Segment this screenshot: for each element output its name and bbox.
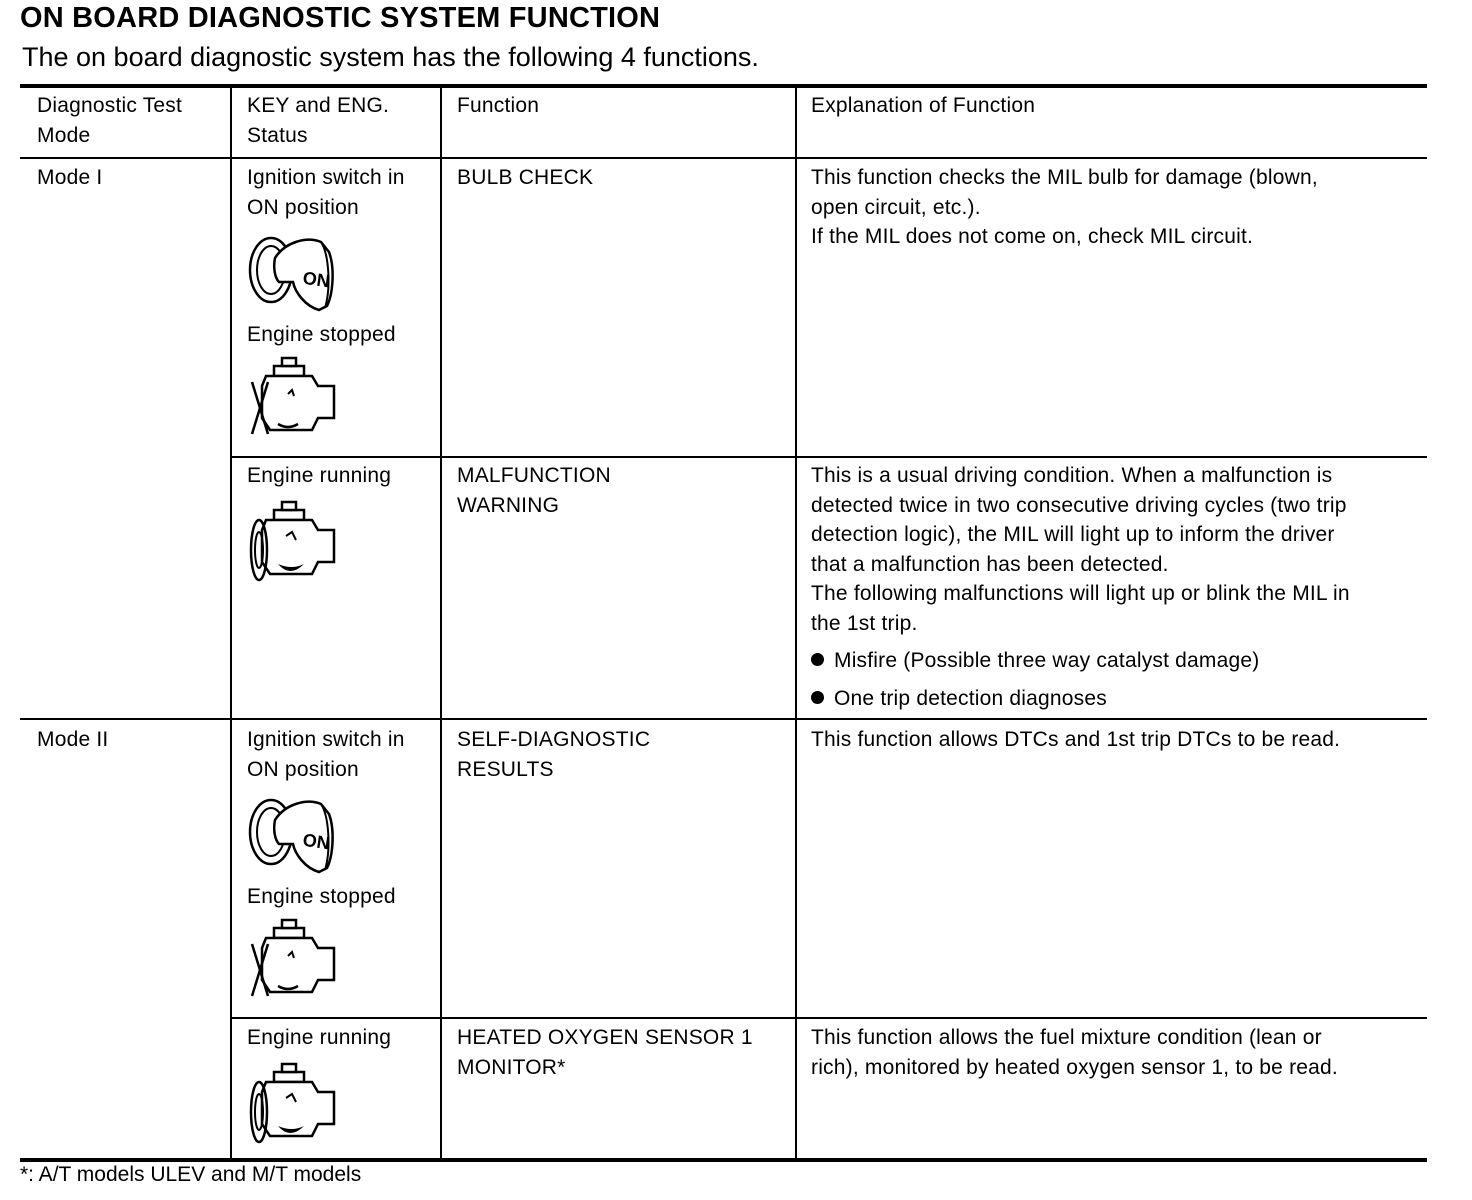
explanation-line: This function allows DTCs and 1st trip DTCs to be read.	[811, 728, 1341, 751]
status-line: Ignition switch in	[247, 728, 405, 751]
explanation-cell	[811, 1023, 1338, 1082]
explanation-cell	[811, 725, 1340, 755]
explanation-line: open circuit, etc.).	[811, 195, 981, 219]
ignition-key-on-icon	[245, 790, 337, 876]
function-line: HEATED OXYGEN SENSOR 1	[457, 1026, 753, 1049]
function-line: MONITOR*	[457, 1055, 566, 1079]
explanation-cell	[811, 163, 1318, 252]
status-line: Engine running	[247, 1026, 392, 1049]
explanation-line: This function allows the fuel mixture condition (lean or	[811, 1026, 1322, 1049]
header-explanation-label: Explanation of Function	[811, 94, 1036, 117]
status-cell	[247, 882, 396, 912]
header-mode-line: Mode	[37, 123, 91, 147]
function-line: SELF-DIAGNOSTIC	[457, 728, 651, 751]
function-line: WARNING	[457, 493, 560, 517]
bullet-text: Misfire (Possible three way catalyst damage)	[834, 649, 1260, 672]
status-line: ON position	[247, 195, 359, 219]
ignition-key-on-icon	[245, 228, 337, 314]
bullet-item	[811, 646, 1350, 676]
header-status-line: KEY and ENG.	[247, 94, 390, 117]
function-cell	[457, 1023, 753, 1082]
status-line: Ignition switch in	[247, 166, 405, 189]
explanation-cell	[811, 461, 1350, 713]
explanation-line: detection logic), the MIL will light up to inform the driver	[811, 523, 1335, 546]
status-cell	[247, 320, 396, 350]
status-line: Engine stopped	[247, 885, 396, 908]
column-divider	[795, 88, 797, 1158]
explanation-line: that a malfunction has been detected.	[811, 552, 1169, 576]
column-divider	[440, 88, 442, 1158]
header-status-line: Status	[247, 123, 308, 147]
status-line: Engine stopped	[247, 323, 396, 346]
column-divider	[230, 88, 232, 1158]
explanation-line: This function checks the MIL bulb for damage (blown,	[811, 166, 1318, 189]
mode-cell	[37, 725, 108, 755]
function-cell	[457, 725, 650, 784]
function-line: RESULTS	[457, 757, 554, 781]
page-title: ON BOARD DIAGNOSTIC SYSTEM FUNCTION	[20, 2, 661, 34]
function-line: BULB CHECK	[457, 166, 594, 189]
row-divider	[231, 1017, 1427, 1019]
status-cell	[247, 725, 405, 784]
function-cell	[457, 461, 611, 520]
mode-cell	[37, 163, 102, 193]
status-line: Engine running	[247, 464, 392, 487]
engine-stopped-icon	[248, 918, 340, 1004]
engine-running-icon	[248, 500, 340, 586]
bullet-text: One trip detection diagnoses	[834, 686, 1107, 710]
explanation-line: If the MIL does not come on, check MIL circuit.	[811, 225, 1254, 248]
status-cell	[247, 461, 391, 491]
explanation-line: rich), monitored by heated oxygen sensor 1, to be read.	[811, 1055, 1338, 1079]
footnote: *: A/T models ULEV and M/T models	[20, 1163, 362, 1186]
page-subtitle: The on board diagnostic system has the following 4 functions.	[22, 42, 759, 72]
header-function-label: Function	[457, 94, 540, 117]
header-mode-line: Diagnostic Test	[37, 94, 183, 117]
engine-running-icon	[248, 1062, 340, 1148]
mode-label: Mode II	[37, 728, 109, 751]
mode-label: Mode I	[37, 166, 103, 189]
row-divider	[231, 456, 1427, 458]
bullet-item	[811, 684, 1350, 714]
explanation-line: This is a usual driving condition. When a malfunction is	[811, 464, 1333, 487]
explanation-line: the 1st trip.	[811, 611, 918, 635]
function-line: MALFUNCTION	[457, 464, 611, 487]
bullet-icon	[811, 691, 824, 704]
status-cell	[247, 1023, 391, 1053]
explanation-line: The following malfunctions will light up or blink the MIL in	[811, 582, 1350, 605]
header-explanation	[811, 91, 1035, 121]
function-cell	[457, 163, 593, 193]
status-cell	[247, 163, 405, 222]
engine-stopped-icon	[248, 356, 340, 442]
header-status	[247, 91, 389, 150]
explanation-line: detected twice in two consecutive driving cycles (two trip	[811, 493, 1347, 517]
header-mode	[37, 91, 182, 150]
bullet-icon	[811, 653, 824, 666]
status-line: ON position	[247, 757, 359, 781]
header-function	[457, 91, 539, 121]
